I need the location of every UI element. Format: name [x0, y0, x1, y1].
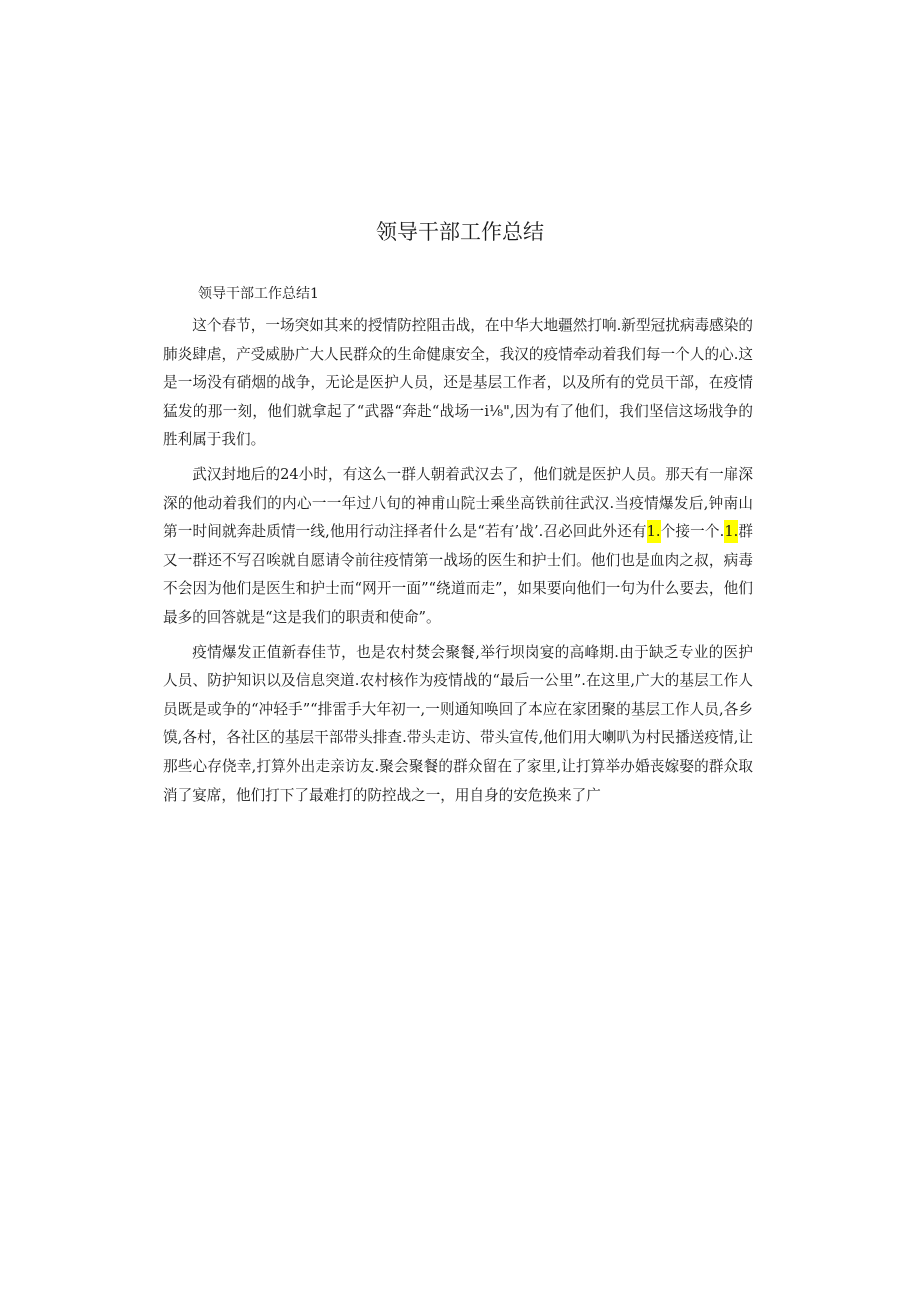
- paragraph-text: 疫情爆发正值新春佳节，也是农村焚会聚餐,举行坝岗宴的高峰期.由于缺乏专业的医护人员、防护知识以及信息突道.农村核作为疫情战的“最后一公里”.在这里,广大的基层工作人员既是或争的“冲轻手”“排雷手大年初一,一则通知唤回了本应在家团聚的基层工作人员,各乡馍,各村，各社区的基层干部带头排查.带头走访、带头宣传,他们用大喇叭为村民播送疫情,让那些心存侥幸,打算外出走亲访友.聚会聚餐的群众留在了家里,让打算举办婚丧嫁娶的群众取消了宴席，他们打下了最难打的防控战之一，用自身的安危换来了广: [163, 643, 753, 804]
- document-title: 领导干部工作总结: [376, 220, 544, 244]
- document-body: [163, 312, 753, 816]
- body-paragraph: [163, 312, 753, 455]
- body-paragraph: [163, 461, 753, 633]
- highlighted-text: 1.: [724, 520, 738, 543]
- paragraph-text: 这个春节，一场突如其来的授情防控阻击战，在中华大地疆然打响.新型冠扰病毒感染的肺炎肆虐，产受威胁广大人民群众的生命健康安全，我汉的疫情牵动着我们每一个人的心.这是一场没有硝烟的战争，无论是医护人员，还是基层工作者，以及所有的党员干部，在疫情猛发的那一刻，他们就拿起了“武器“奔赴“战场一i⅛",因为有了他们，我们坚信这场戕争的胜利属于我们。: [163, 317, 753, 449]
- paragraph-text: 个接一个.: [660, 523, 725, 541]
- highlighted-text: 1.: [647, 520, 661, 543]
- section-heading: 领导干部工作总结1: [198, 286, 319, 302]
- paragraph-text: 群又一群还不写召唉就自愿请令前往疫情第一战场的医生和护士们。他们也是血肉之叔，病毒不会因为他们是医生和护士而“网开一面”“绕道而走”，如果要向他们一句为什么要去，他们最多的回答就是“这是我们的职责和使命”。: [163, 523, 753, 626]
- paragraph-text: 武汉封地后的24小时，有这么一群人朝着武汉去了，他们就是医护人员。那天有一扉深深的他动着我们的内心一一年过八旬的神甫山院士乘坐高铁前往武汉.当疫情爆发后,钟南山第一时间就奔赴质情一线,他用行动注择者什么是“若有’战’.召必回此外还有: [163, 465, 753, 541]
- body-paragraph: [163, 639, 753, 811]
